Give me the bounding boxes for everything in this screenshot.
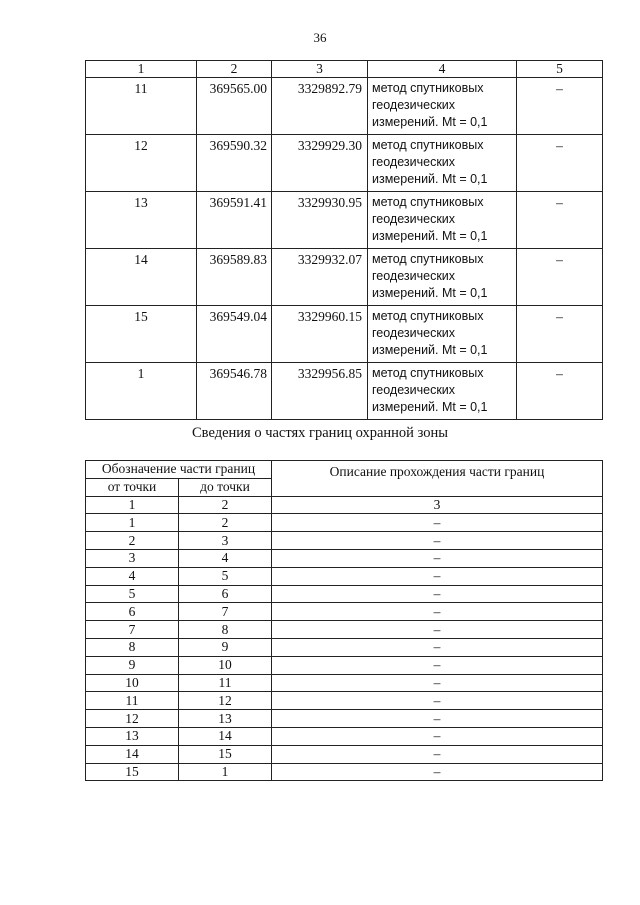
parts-row: [86, 514, 603, 532]
note-cell: –: [517, 249, 603, 306]
method-description: [368, 363, 517, 420]
note-cell: –: [517, 135, 603, 192]
coordinate-x: 369565.00: [197, 78, 272, 135]
to-point: 15: [179, 745, 272, 763]
to-point: 10: [179, 656, 272, 674]
to-point: 5: [179, 567, 272, 585]
note-cell: –: [517, 363, 603, 420]
part-description: –: [272, 549, 603, 567]
parts-row: [86, 567, 603, 585]
part-description: –: [272, 710, 603, 728]
method-line: геодезических: [372, 269, 456, 283]
coordinates-row: [86, 78, 603, 135]
part-description: –: [272, 692, 603, 710]
method-line: метод спутниковых: [372, 252, 484, 266]
from-point: 3: [86, 549, 179, 567]
method-line: геодезических: [372, 326, 456, 340]
method-line: измерений. Mt = 0,1: [372, 172, 488, 186]
coordinate-x: 369591.41: [197, 192, 272, 249]
part-description: –: [272, 514, 603, 532]
method-description: [368, 249, 517, 306]
parts-row: [86, 638, 603, 656]
part-description: –: [272, 621, 603, 639]
from-point: 14: [86, 745, 179, 763]
method-line: геодезических: [372, 155, 456, 169]
from-point: 6: [86, 603, 179, 621]
to-point: 13: [179, 710, 272, 728]
parts-numbering-row: [86, 496, 603, 514]
coordinates-row: [86, 249, 603, 306]
part-description: –: [272, 674, 603, 692]
coordinates-row: [86, 192, 603, 249]
from-point: 7: [86, 621, 179, 639]
method-line: метод спутниковых: [372, 309, 484, 323]
from-point: 15: [86, 763, 179, 781]
method-line: метод спутниковых: [372, 81, 484, 95]
coordinate-x: 369549.04: [197, 306, 272, 363]
to-point: 8: [179, 621, 272, 639]
parts-header-row: [86, 461, 603, 479]
coordinates-header-cell: 1: [86, 61, 197, 78]
parts-header-to: до точки: [179, 478, 272, 496]
note-cell: –: [517, 306, 603, 363]
method-description: [368, 306, 517, 363]
coordinates-header-cell: 3: [272, 61, 368, 78]
from-point: 2: [86, 532, 179, 550]
coordinates-header-row: [86, 61, 603, 78]
to-point: 3: [179, 532, 272, 550]
part-description: –: [272, 603, 603, 621]
parts-row: [86, 763, 603, 781]
coordinates-row: [86, 363, 603, 420]
coordinate-y: 3329892.79: [272, 78, 368, 135]
method-line: измерений. Mt = 0,1: [372, 115, 488, 129]
method-line: геодезических: [372, 98, 456, 112]
from-point: 10: [86, 674, 179, 692]
to-point: 2: [179, 514, 272, 532]
coordinate-x: 369589.83: [197, 249, 272, 306]
coordinate-y: 3329929.30: [272, 135, 368, 192]
method-line: измерений. Mt = 0,1: [372, 343, 488, 357]
to-point: 11: [179, 674, 272, 692]
from-point: 8: [86, 638, 179, 656]
parts-row: [86, 727, 603, 745]
parts-numbering-cell: 1: [86, 496, 179, 514]
coordinates-table-body: [86, 61, 603, 420]
method-description: [368, 135, 517, 192]
to-point: 7: [179, 603, 272, 621]
parts-row: [86, 532, 603, 550]
parts-header-group: Обозначение части границ: [86, 461, 272, 479]
part-description: –: [272, 638, 603, 656]
coordinate-y: 3329930.95: [272, 192, 368, 249]
from-point: 11: [86, 692, 179, 710]
note-cell: –: [517, 192, 603, 249]
to-point: 14: [179, 727, 272, 745]
coordinate-y: 3329956.85: [272, 363, 368, 420]
parts-row: [86, 745, 603, 763]
boundary-parts-table: [85, 460, 603, 781]
point-number: 14: [86, 249, 197, 306]
section-title: Сведения о частях границ охранной зоны: [192, 425, 448, 441]
coordinates-row: [86, 135, 603, 192]
parts-row: [86, 549, 603, 567]
parts-row: [86, 710, 603, 728]
coordinates-header-cell: 4: [368, 61, 517, 78]
coordinate-x: 369546.78: [197, 363, 272, 420]
point-number: 11: [86, 78, 197, 135]
method-line: геодезических: [372, 383, 456, 397]
coordinates-table: [85, 60, 603, 420]
point-number: 12: [86, 135, 197, 192]
part-description: –: [272, 727, 603, 745]
method-description: [368, 192, 517, 249]
to-point: 6: [179, 585, 272, 603]
method-line: геодезических: [372, 212, 456, 226]
parts-row: [86, 585, 603, 603]
part-description: –: [272, 745, 603, 763]
part-description: –: [272, 656, 603, 674]
method-description: [368, 78, 517, 135]
parts-header-from: от точки: [86, 478, 179, 496]
to-point: 9: [179, 638, 272, 656]
coordinate-y: 3329932.07: [272, 249, 368, 306]
coordinate-y: 3329960.15: [272, 306, 368, 363]
part-description: –: [272, 532, 603, 550]
boundary-parts-table-body: [86, 461, 603, 781]
parts-row: [86, 692, 603, 710]
point-number: 13: [86, 192, 197, 249]
parts-row: [86, 603, 603, 621]
from-point: 1: [86, 514, 179, 532]
point-number: 1: [86, 363, 197, 420]
from-point: 4: [86, 567, 179, 585]
method-line: измерений. Mt = 0,1: [372, 229, 488, 243]
from-point: 12: [86, 710, 179, 728]
parts-row: [86, 621, 603, 639]
from-point: 9: [86, 656, 179, 674]
to-point: 1: [179, 763, 272, 781]
from-point: 5: [86, 585, 179, 603]
parts-row: [86, 674, 603, 692]
coordinate-x: 369590.32: [197, 135, 272, 192]
parts-numbering-cell: 3: [272, 496, 603, 514]
to-point: 4: [179, 549, 272, 567]
method-line: измерений. Mt = 0,1: [372, 286, 488, 300]
coordinates-row: [86, 306, 603, 363]
parts-row: [86, 656, 603, 674]
point-number: 15: [86, 306, 197, 363]
part-description: –: [272, 567, 603, 585]
note-cell: –: [517, 78, 603, 135]
method-line: метод спутниковых: [372, 366, 484, 380]
to-point: 12: [179, 692, 272, 710]
page-number: 36: [313, 30, 327, 45]
method-line: измерений. Mt = 0,1: [372, 400, 488, 414]
part-description: –: [272, 585, 603, 603]
part-description: –: [272, 763, 603, 781]
parts-header-description: Описание прохождения части границ: [272, 461, 603, 497]
method-line: метод спутниковых: [372, 138, 484, 152]
coordinates-header-cell: 5: [517, 61, 603, 78]
from-point: 13: [86, 727, 179, 745]
parts-numbering-cell: 2: [179, 496, 272, 514]
coordinates-header-cell: 2: [197, 61, 272, 78]
method-line: метод спутниковых: [372, 195, 484, 209]
